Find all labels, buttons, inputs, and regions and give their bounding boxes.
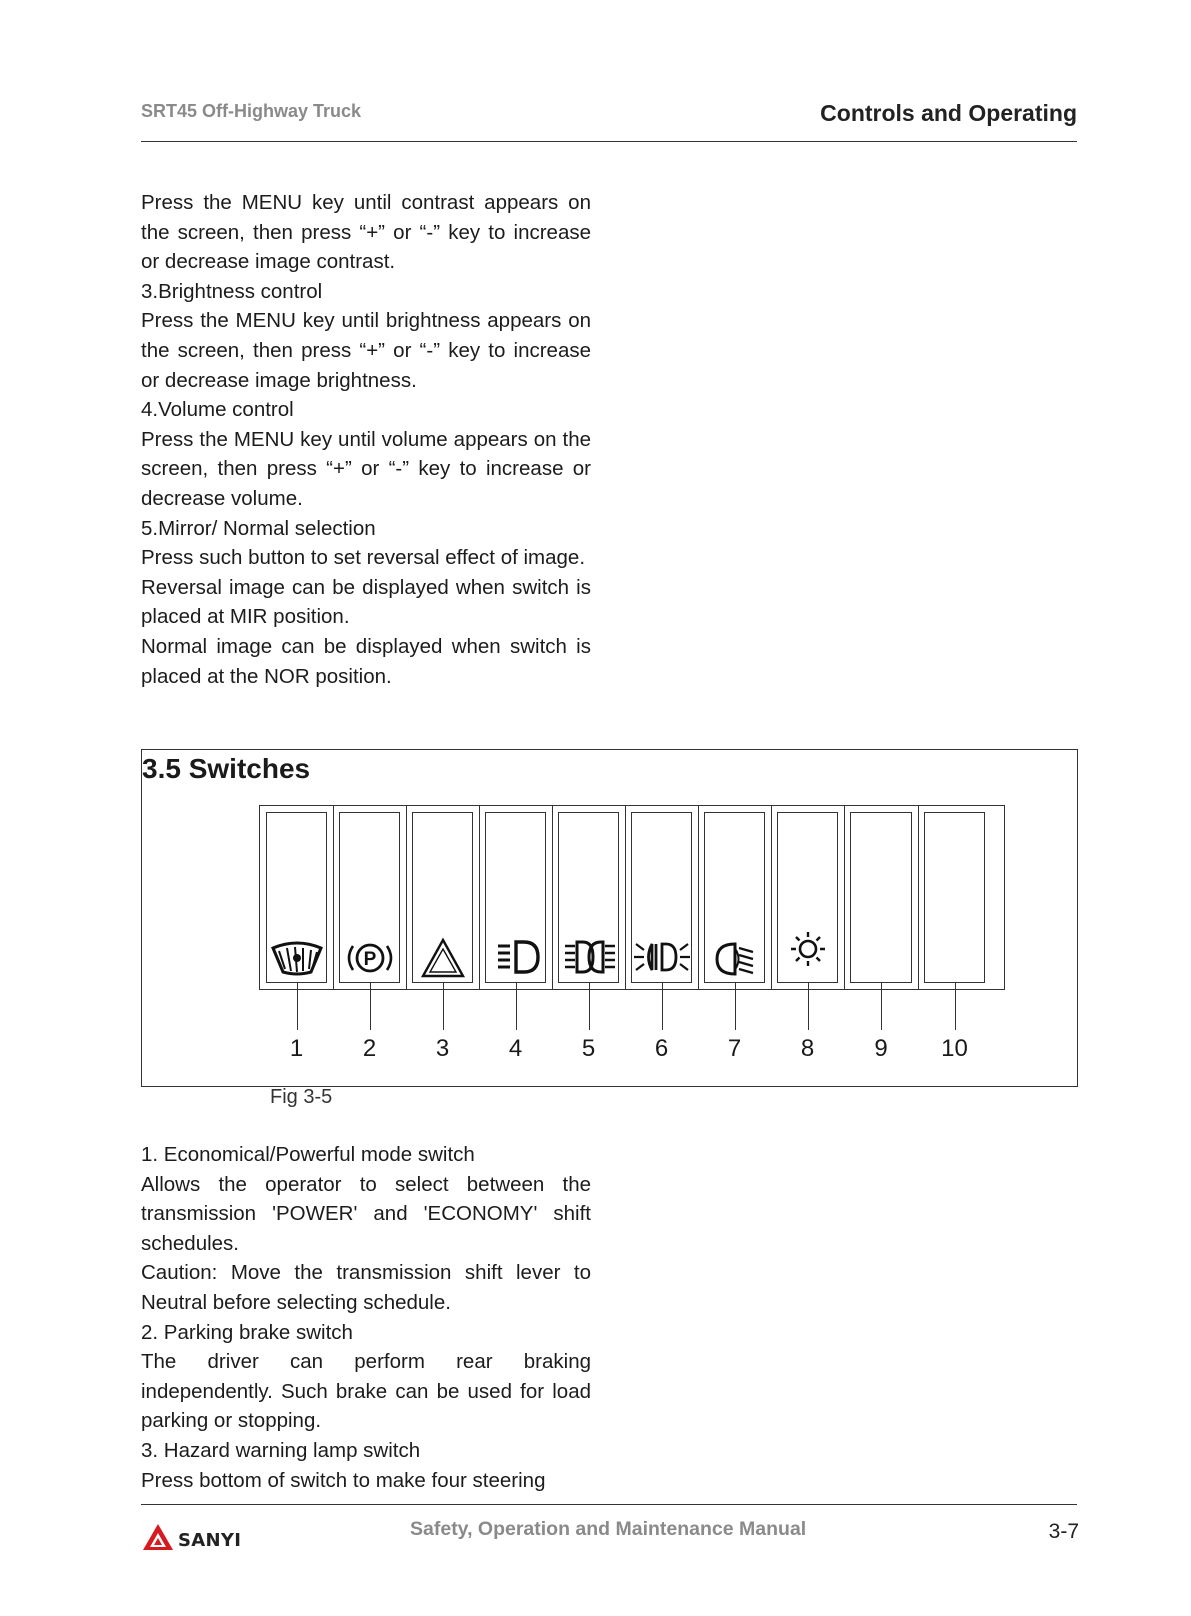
callout-number: 9 — [874, 1035, 888, 1062]
header-rule — [141, 141, 1077, 142]
switch-4 — [479, 806, 553, 1062]
callout-number: 5 — [581, 1035, 596, 1062]
paragraph-caution: Caution: Move the transmission shift lever to Neutral before selecting schedule. — [141, 1261, 591, 1314]
paragraph-normal-image: Normal image can be displayed when switch is placed at the NOR position. — [141, 634, 591, 688]
footer-manual-title: Safety, Operation and Maintenance Manual — [410, 1518, 807, 1540]
heading-mirror-normal: 5.Mirror/ Normal selection — [141, 516, 376, 540]
economy-power-mode-icon — [267, 936, 327, 980]
switch-9 — [844, 806, 919, 1062]
clearance-lamp-icon — [632, 936, 692, 980]
switch-5 — [552, 806, 626, 1062]
switch-3 — [406, 806, 480, 1062]
text-column-switch-descriptions — [141, 1140, 591, 1495]
footer-rule — [141, 1504, 1077, 1505]
sanyi-logo-icon — [141, 1522, 175, 1556]
switch-panel — [259, 805, 1005, 1062]
paragraph-brightness: Press the MENU key until brightness appears on the screen, then press “+” or “-” key to increase or decrease image brightness. — [141, 309, 591, 392]
high-beam-icon — [559, 936, 619, 980]
text-column-display-settings — [141, 188, 591, 691]
paragraph-mirror-button: Press such button to set reversal effect of image. — [141, 546, 586, 570]
brand-name: SANYI — [178, 1530, 242, 1551]
heading-volume: 4.Volume control — [141, 398, 294, 422]
switch-7 — [698, 806, 772, 1062]
switch-2 — [333, 806, 407, 1062]
paragraph-contrast: Press the MENU key until contrast appears on the screen, then press “+” or “-” key to increase or decrease image contrast. — [141, 191, 591, 274]
callout-number: 10 — [941, 1035, 968, 1062]
callout-number: 1 — [289, 1035, 304, 1062]
switch-8 — [771, 806, 845, 1062]
header-section-title: Controls and Operating — [820, 100, 1077, 126]
switch-6 — [625, 806, 699, 1062]
hazard-warning-icon — [413, 936, 473, 980]
low-beam-icon — [486, 936, 546, 980]
parking-brake-icon — [340, 936, 400, 980]
callout-number: 3 — [435, 1035, 450, 1062]
fog-lamp-icon — [705, 936, 765, 980]
heading-economy-power-switch: 1. Economical/Powerful mode switch — [141, 1143, 475, 1166]
page-number: 3-7 — [1048, 1520, 1079, 1543]
section-title-switches: 3.5 Switches — [142, 753, 311, 784]
callout-number: 7 — [727, 1035, 742, 1062]
work-light-icon — [778, 929, 838, 973]
heading-brightness: 3.Brightness control — [141, 279, 323, 303]
paragraph-hazard: Press bottom of switch to make four steering — [141, 1468, 546, 1492]
heading-parking-brake-switch: 2. Parking brake switch — [141, 1320, 353, 1344]
header-document-title: SRT45 Off-Highway Truck — [141, 101, 362, 121]
switches-figure — [141, 749, 1078, 1087]
callout-number: 8 — [800, 1035, 815, 1062]
figure-caption: Fig 3-5 — [270, 1086, 333, 1108]
switch-10 — [918, 806, 991, 1062]
callout-number: 6 — [654, 1035, 669, 1062]
callout-number: 2 — [362, 1035, 377, 1062]
callout-number: 4 — [508, 1035, 523, 1062]
paragraph-parking-brake: The driver can perform rear braking independently. Such brake can be used for load parking or stopping. — [141, 1350, 591, 1433]
switch-1 — [260, 806, 334, 1062]
paragraph-economy-power: Allows the operator to select between the transmission 'POWER' and 'ECONOMY' shift schedules. — [141, 1172, 591, 1255]
paragraph-reversal-image: Reversal image can be displayed when switch is placed at MIR position. — [141, 575, 591, 629]
heading-hazard-switch: 3. Hazard warning lamp switch — [141, 1438, 421, 1462]
paragraph-volume: Press the MENU key until volume appears on the screen, then press “+” or “-” key to increase or decrease volume. — [141, 427, 591, 510]
svg-text:P: P — [363, 949, 376, 970]
